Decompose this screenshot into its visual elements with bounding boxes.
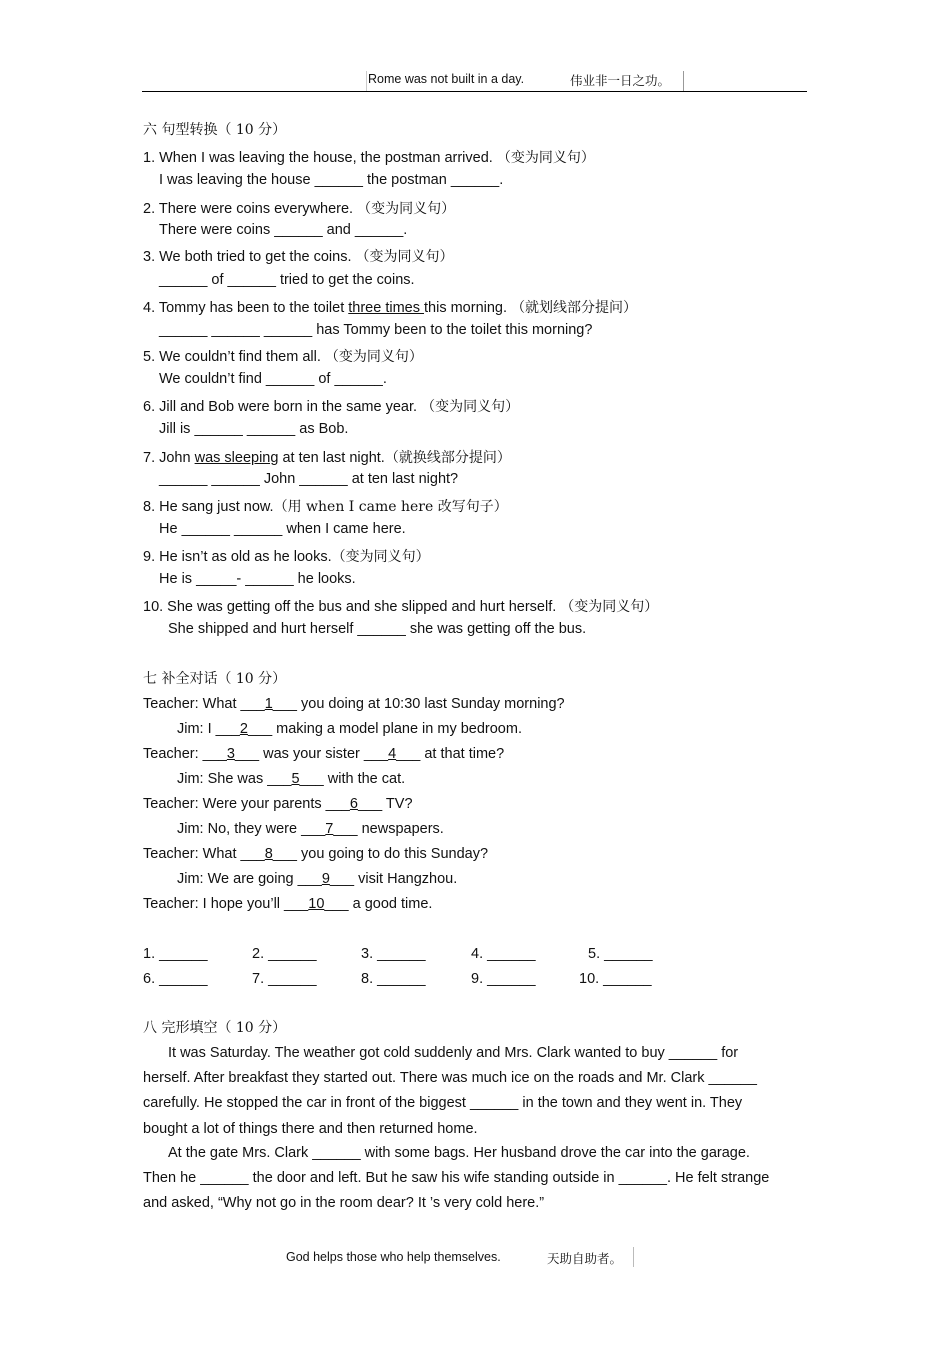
question-text: ______ of ______ tried to get the coins. [159,272,415,288]
exercise-line [159,571,356,587]
exercise-line [143,346,423,366]
dialogue-text: Teacher: What ___ [143,846,265,862]
instruction-cn: （变为同义句） [421,399,520,415]
dialogue-line [143,896,432,912]
question-text: 5. We couldn’t find them all. [143,349,325,365]
question-text: 9. He isn’t as old as he looks. [143,549,332,565]
exercise-line [143,246,454,266]
answer-blank: 10. ______ [579,971,652,987]
footer-proverb-en: God helps those who help themselves. [286,1250,501,1264]
blank-number: 2 [239,721,248,737]
answer-blank: 2. ______ [252,946,317,962]
question-text: There were coins ______ and ______. [159,222,408,238]
answer-blank: 8. ______ [361,971,426,987]
blank-number: 1 [264,696,273,712]
exercise-line [143,198,455,218]
exercise-line [143,297,637,317]
question-text: 7. John [143,450,195,466]
dialogue-line [177,871,457,887]
dialogue-text: ___ you doing at 10:30 last Sunday morning? [272,696,565,712]
dialogue-line [177,771,405,787]
instruction-cn: （就换线部分提问） [384,450,511,466]
question-text: She shipped and hurt herself ______ she was getting off the bus. [168,621,587,637]
passage-line: herself. After breakfast they started out. There was much ice on the roads and Mr. Clark ______ [143,1070,757,1086]
passage-line: At the gate Mrs. Clark ______ with some bags. Her husband drove the car into the garage. [168,1145,750,1161]
instruction-cn: （变为同义句） [496,150,595,166]
question-text: 6. Jill and Bob were born in the same year. [143,399,422,415]
blank-number: 8 [264,846,273,862]
instruction-cn: （用 when I came here 改写句子） [273,499,508,515]
dialogue-text: Teacher: What ___ [143,696,265,712]
answer-blank: 9. ______ [471,971,536,987]
question-text: 10. She was getting off the bus and she slipped and hurt herself. [143,599,561,615]
dialogue-text: Teacher: I hope you’ll ___ [143,896,309,912]
exercise-line [159,272,415,288]
question-text: We couldn’t find ______ of ______. [159,371,387,387]
section-7-title: 七 补全对话（ 10 分） [143,671,287,687]
dialogue-line [177,821,444,837]
dialogue-text: Teacher: ___ [143,746,227,762]
header-rule [142,91,807,92]
question-text: He is _____- ______ he looks. [159,571,356,587]
exercise-line [143,147,595,167]
answer-blank: 3. ______ [361,946,426,962]
exercise-line [143,496,508,516]
blank-number: 4 [388,746,397,762]
blank-number: 6 [349,796,358,812]
exercise-line [143,396,519,416]
exercise-line [143,596,658,616]
instruction-cn: （变为同义句） [331,549,430,565]
dialogue-text: Jim: We are going ___ [177,871,322,887]
exercise-line [159,172,503,188]
underlined-phrase: was sleeping [194,450,279,466]
blank-number: 3 [226,746,235,762]
question-text: 2. There were coins everywhere. [143,201,358,217]
instruction-cn: （就划线部分提问） [511,300,638,316]
exercise-line [159,421,348,437]
underlined-phrase: three times [348,300,425,316]
blank-number: 5 [291,771,300,787]
instruction-cn: （变为同义句） [357,201,456,217]
question-text: 1. When I was leaving the house, the postman arrived. [143,150,497,166]
passage-line: It was Saturday. The weather got cold suddenly and Mrs. Clark wanted to buy ______ for [168,1045,739,1061]
dialogue-text: Jim: I ___ [177,721,240,737]
dialogue-text: ___ making a model plane in my bedroom. [247,721,522,737]
exercise-line [159,521,406,537]
blank-number: 7 [325,821,334,837]
dialogue-text: ___ newspapers. [333,821,444,837]
footer-divider [633,1247,634,1267]
exercise-line [159,222,407,238]
question-text: 8. He sang just now. [143,499,274,515]
question-text-cont: this morning. [424,300,512,316]
exercise-line [159,322,592,338]
dialogue-line [143,746,504,762]
dialogue-text: ___ visit Hangzhou. [329,871,458,887]
question-text: He ______ ______ when I came here. [159,521,406,537]
question-text: 4. Tommy has been to the toilet [143,300,349,316]
footer-proverb-cn: 天助自助者。 [547,1251,623,1266]
question-text: 3. We both tried to get the coins. [143,249,356,265]
answer-blank: 4. ______ [471,946,536,962]
dialogue-text: ___ a good time. [324,896,433,912]
instruction-cn: （变为同义句） [324,349,423,365]
dialogue-text: ___ with the cat. [299,771,406,787]
dialogue-text: Jim: She was ___ [177,771,292,787]
dialogue-line [143,696,565,712]
passage-line: and asked, “Why not go in the room dear? It ’s very cold here.” [143,1195,545,1211]
passage-line: Then he ______ the door and left. But he saw his wife standing outside in ______. He felt strange [143,1170,770,1186]
exercise-line [159,471,458,487]
dialogue-text: Teacher: Were your parents ___ [143,796,350,812]
dialogue-text: ___ TV? [357,796,413,812]
instruction-cn: （变为同义句） [355,249,454,265]
answer-blank: 5. ______ [588,946,653,962]
question-text: ______ ______ John ______ at ten last night? [159,471,459,487]
instruction-cn: （变为同义句） [560,599,659,615]
exercise-line [168,621,586,637]
dialogue-text: Jim: No, they were ___ [177,821,326,837]
dialogue-line [143,796,413,812]
answer-blank: 1. ______ [143,946,208,962]
dialogue-line [143,846,488,862]
question-text: I was leaving the house ______ the postman ______. [159,172,504,188]
header-proverb-cn: 伟业非一日之功。 [570,73,671,88]
header-proverb-en: Rome was not built in a day. [368,72,525,86]
passage-line: bought a lot of things there and then returned home. [143,1121,478,1137]
answer-blank: 6. ______ [143,971,208,987]
answer-blank: 7. ______ [252,971,317,987]
section-6-title: 六 句型转换（ 10 分） [143,122,287,138]
passage-line: carefully. He stopped the car in front of the biggest ______ in the town and they went in. They [143,1095,743,1111]
exercise-line [159,371,387,387]
dialogue-line [177,721,522,737]
exercise-line [143,447,511,467]
blank-number: 9 [321,871,330,887]
dialogue-text: ___ at that time? [396,746,505,762]
dialogue-text: ___ you going to do this Sunday? [272,846,489,862]
exercise-line [143,546,430,566]
question-text: ______ ______ ______ has Tommy been to the toilet this morning? [159,322,593,338]
dialogue-text: ___ was your sister ___ [234,746,389,762]
question-text: Jill is ______ ______ as Bob. [159,421,349,437]
blank-number: 10 [308,896,325,912]
question-text-cont: at ten last night. [278,450,385,466]
section-8-title: 八 完形填空（ 10 分） [143,1020,287,1036]
